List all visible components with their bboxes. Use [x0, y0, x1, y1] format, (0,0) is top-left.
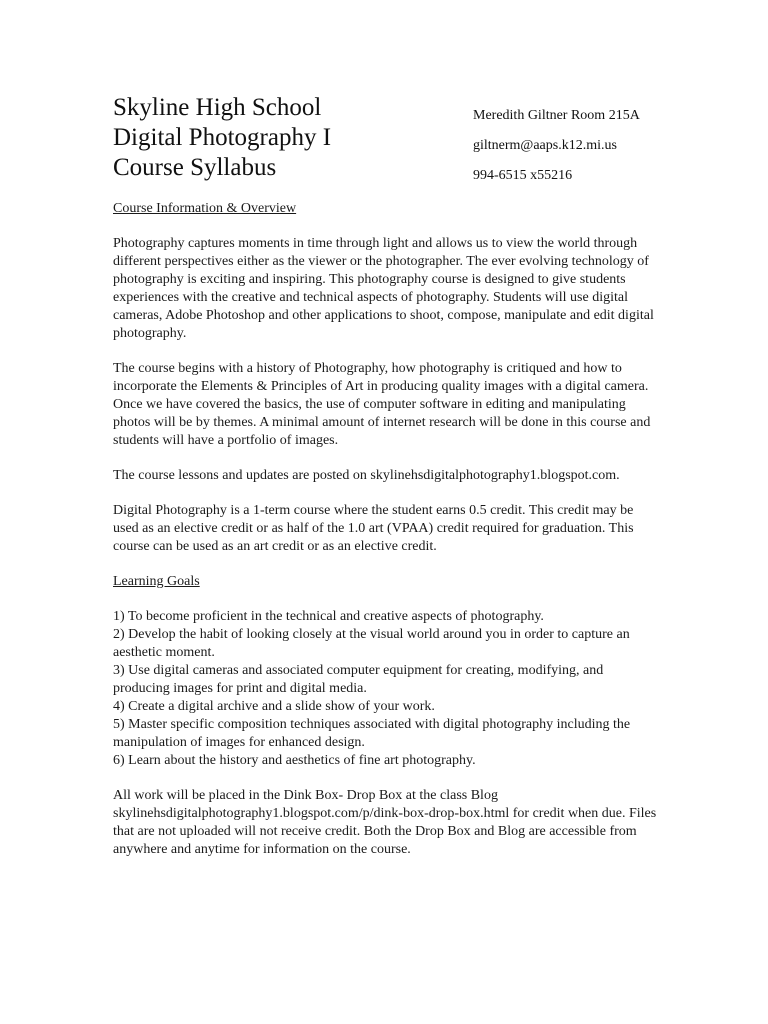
teacher-contact-block	[473, 101, 640, 191]
document-title: Course Syllabus	[113, 154, 277, 181]
learning-goal-item: 1) To become proficient in the technical and creative aspects of photography.	[113, 609, 544, 624]
teacher-email: giltnerm@aaps.k12.mi.us	[473, 138, 617, 153]
learning-goals-heading: Learning Goals	[113, 574, 200, 589]
learning-goal-item: 4) Create a digital archive and a slide show of your work.	[113, 699, 435, 714]
syllabus-body	[113, 200, 658, 876]
overview-paragraph-4: Digital Photography is a 1-term course where the student earns 0.5 credit. This credit may be used as an elective credit or as half of the 1.0 art (VPAA) credit required for graduation. This course can be used as an art credit or as an elective credit.	[113, 503, 634, 554]
course-title-block	[113, 93, 331, 183]
overview-paragraph-2: The course begins with a history of Photography, how photography is critiqued and how to incorporate the Elements & Principles of Art in producing quality images with a digital camera. Once we have covered the basics, the use of computer software in editing and manipulating photos will be by themes. A minimal amount of internet research will be done in this course and students will have a portfolio of images.	[113, 361, 651, 448]
overview-paragraph-1: Photography captures moments in time through light and allows us to view the world through different perspectives either as the viewer or the photographer. The ever evolving technology of photography is exciting and inspiring. This photography course is designed to give students experiences with the creative and technical aspects of photography. Students will use digital cameras, Adobe Photoshop and other applications to shoot, compose, manipulate and edit digital photography.	[113, 236, 654, 341]
submission-paragraph: All work will be placed in the Dink Box- Drop Box at the class Blog skylinehsdigitalphotography1.blogspot.com/p/dink-box-drop-box.html for credit when due. Files that are not uploaded will not receive credit. Both the Drop Box and Blog are accessible from anywhere and anytime for information on the course.	[113, 788, 657, 857]
school-name: Skyline High School	[113, 94, 322, 121]
learning-goal-item: 6) Learn about the history and aesthetics of fine art photography.	[113, 753, 476, 768]
overview-heading: Course Information & Overview	[113, 201, 297, 216]
learning-goals-list	[113, 608, 658, 770]
learning-goal-item: 2) Develop the habit of looking closely at the visual world around you in order to capture an aesthetic moment.	[113, 627, 630, 660]
learning-goal-item: 3) Use digital cameras and associated computer equipment for creating, modifying, and producing images for print and digital media.	[113, 663, 604, 696]
teacher-name-room: Meredith Giltner Room 215A	[473, 108, 640, 123]
overview-paragraph-3: The course lessons and updates are posted on skylinehsdigitalphotography1.blogspot.com.	[113, 468, 620, 483]
syllabus-header	[113, 93, 673, 185]
teacher-phone: 994-6515 x55216	[473, 168, 573, 183]
learning-goal-item: 5) Master specific composition techniques associated with digital photography including the manipulation of images for enhanced design.	[113, 717, 631, 750]
course-name: Digital Photography I	[113, 124, 332, 151]
